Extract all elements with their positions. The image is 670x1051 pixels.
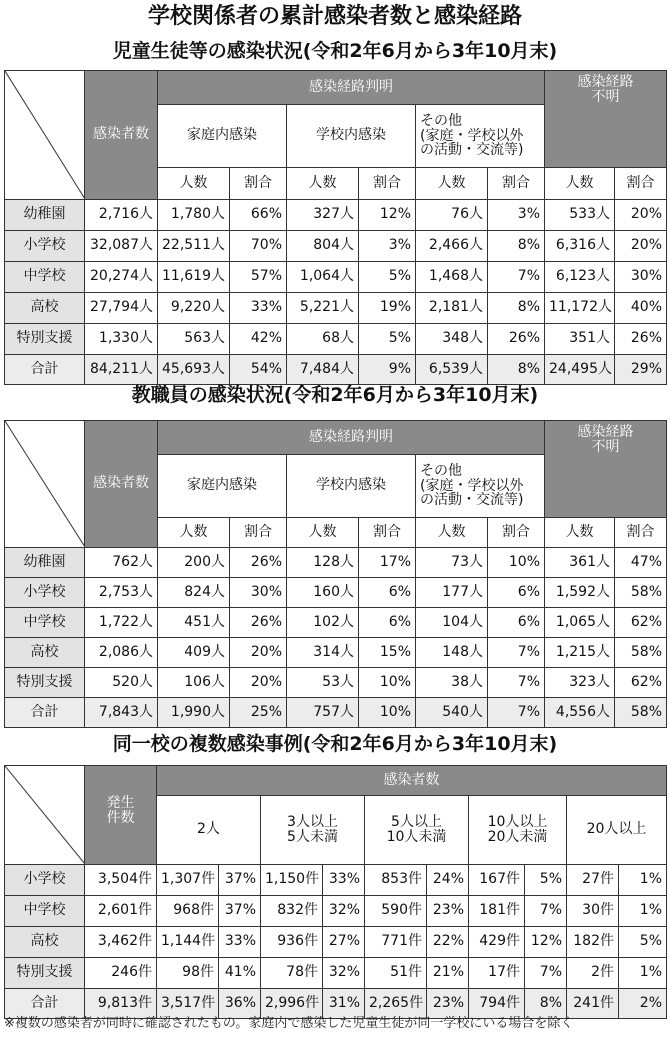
table-row <box>5 865 667 896</box>
table-cell: 26% <box>230 548 287 578</box>
header-people: 人数 <box>416 167 488 199</box>
header-people: 人数 <box>158 517 230 547</box>
row-label: 中学校 <box>5 608 85 638</box>
multi-section-title: 同一校の複数感染事例(令和2年6月から3年10月末) <box>112 733 558 755</box>
table-cell: 45,693人 <box>158 355 230 385</box>
table-cell: 20% <box>615 200 667 231</box>
row-label: 幼稚園 <box>5 548 85 578</box>
table-cell: 8% <box>488 293 545 324</box>
header-people: 人数 <box>287 167 359 199</box>
table-cell: 200人 <box>158 548 230 578</box>
table-cell: 32,087人 <box>85 231 158 262</box>
table-cell: 21% <box>427 958 469 989</box>
header-school: 学校内感染 <box>287 105 416 167</box>
row-label: 小学校 <box>5 231 85 262</box>
header-home: 家庭内感染 <box>158 455 287 517</box>
table-cell: 794件 <box>469 989 525 1019</box>
header-ratio: 割合 <box>488 517 545 547</box>
table-cell: 12% <box>359 200 416 231</box>
table-cell: 38人 <box>416 668 488 698</box>
header-route-unknown: 感染経路 不明 <box>545 71 667 168</box>
table-cell: 3% <box>488 200 545 231</box>
header-route-known: 感染経路判明 <box>158 71 545 105</box>
table-cell: 104人 <box>416 608 488 638</box>
table-cell: 7% <box>488 638 545 668</box>
table-cell: 20% <box>230 668 287 698</box>
table-cell: 7,484人 <box>287 355 359 385</box>
table-cell: 762人 <box>85 548 158 578</box>
table-cell: 177人 <box>416 578 488 608</box>
row-label: 特別支援 <box>5 958 85 989</box>
main-title: 学校関係者の累計感染者数と感染経路 <box>147 4 522 29</box>
table-cell: 771件 <box>365 927 427 958</box>
table-cell: 30% <box>230 578 287 608</box>
total-row <box>5 989 667 1019</box>
table-cell: 10% <box>359 698 416 728</box>
header-ratio: 割合 <box>359 517 416 547</box>
table-cell: 6% <box>359 608 416 638</box>
table-cell: 1,144件 <box>157 927 219 958</box>
table-cell: 2,086人 <box>85 638 158 668</box>
table-cell: 451人 <box>158 608 230 638</box>
table-cell: 32% <box>323 958 365 989</box>
table-cell: 27件 <box>567 865 619 896</box>
table-cell: 6,123人 <box>545 262 615 293</box>
table-cell: 12% <box>525 927 567 958</box>
table-cell: 10% <box>359 668 416 698</box>
table-cell: 6,539人 <box>416 355 488 385</box>
table-cell: 26% <box>488 324 545 355</box>
table-cell: 1% <box>619 896 667 927</box>
table-cell: 757人 <box>287 698 359 728</box>
table-cell: 98件 <box>157 958 219 989</box>
table-cell: 520人 <box>85 668 158 698</box>
table-cell: 241件 <box>567 989 619 1019</box>
table-cell: 20% <box>230 638 287 668</box>
row-label: 中学校 <box>5 262 85 293</box>
table-cell: 22,511人 <box>158 231 230 262</box>
multi-table <box>4 765 667 1019</box>
table-cell: 37% <box>219 896 261 927</box>
row-label: 特別支援 <box>5 668 85 698</box>
table-row <box>5 200 667 231</box>
table-cell: 33% <box>323 865 365 896</box>
table-cell: 1,215人 <box>545 638 615 668</box>
table-cell: 563人 <box>158 324 230 355</box>
table-cell: 2,265件 <box>365 989 427 1019</box>
table-cell: 47% <box>615 548 667 578</box>
table-row <box>5 231 667 262</box>
header-people: 人数 <box>416 517 488 547</box>
table-cell: 314人 <box>287 638 359 668</box>
table-cell: 58% <box>615 638 667 668</box>
table-row <box>5 896 667 927</box>
table-cell: 348人 <box>416 324 488 355</box>
table-cell: 5% <box>359 324 416 355</box>
table-corner <box>5 766 85 865</box>
row-label: 中学校 <box>5 896 85 927</box>
table-cell: 7,843人 <box>85 698 158 728</box>
table-cell: 968件 <box>157 896 219 927</box>
header-ratio: 割合 <box>615 167 667 199</box>
table-cell: 7% <box>488 668 545 698</box>
header-ratio: 割合 <box>615 517 667 547</box>
table-cell: 36% <box>219 989 261 1019</box>
table-cell: 20% <box>615 231 667 262</box>
table-cell: 167件 <box>469 865 525 896</box>
table-cell: 26% <box>615 324 667 355</box>
table-cell: 11,619人 <box>158 262 230 293</box>
table-cell: 30件 <box>567 896 619 927</box>
table-cell: 590件 <box>365 896 427 927</box>
table-cell: 246件 <box>85 958 157 989</box>
table-cell: 24% <box>427 865 469 896</box>
row-label: 高校 <box>5 638 85 668</box>
table-cell: 832件 <box>261 896 323 927</box>
table-row <box>5 293 667 324</box>
total-row <box>5 698 667 728</box>
table-cell: 323人 <box>545 668 615 698</box>
row-label: 合計 <box>5 355 85 385</box>
table-cell: 3,517件 <box>157 989 219 1019</box>
header-20-plus: 20人以上 <box>567 796 667 865</box>
table-cell: 1% <box>619 958 667 989</box>
table-cell: 4,556人 <box>545 698 615 728</box>
header-2-people: 2人 <box>157 796 261 865</box>
table-cell: 78件 <box>261 958 323 989</box>
table-cell: 33% <box>219 927 261 958</box>
table-cell: 2,466人 <box>416 231 488 262</box>
table-cell: 29% <box>615 355 667 385</box>
table-row <box>5 262 667 293</box>
table-cell: 6% <box>359 578 416 608</box>
table-cell: 62% <box>615 668 667 698</box>
header-ratio: 割合 <box>359 167 416 199</box>
table-cell: 8% <box>488 231 545 262</box>
table-cell: 2,716人 <box>85 200 158 231</box>
table-row <box>5 927 667 958</box>
table-cell: 182件 <box>567 927 619 958</box>
table-cell: 8% <box>488 355 545 385</box>
table-cell: 40% <box>615 293 667 324</box>
table-cell: 181件 <box>469 896 525 927</box>
header-cases: 発生 件数 <box>85 766 157 865</box>
table-cell: 804人 <box>287 231 359 262</box>
table-cell: 1% <box>619 865 667 896</box>
table-cell: 33% <box>230 293 287 324</box>
table-cell: 6% <box>488 578 545 608</box>
table-cell: 19% <box>359 293 416 324</box>
table-cell: 9,813件 <box>85 989 157 1019</box>
table-cell: 3,504件 <box>85 865 157 896</box>
table-cell: 8% <box>525 989 567 1019</box>
table-cell: 27% <box>323 927 365 958</box>
staff-table <box>4 420 667 728</box>
table-cell: 7% <box>525 896 567 927</box>
table-cell: 17件 <box>469 958 525 989</box>
table-cell: 7% <box>525 958 567 989</box>
table-row <box>5 324 667 355</box>
table-cell: 3% <box>359 231 416 262</box>
table-cell: 10% <box>488 548 545 578</box>
table-cell: 1,064人 <box>287 262 359 293</box>
table-row <box>5 578 667 608</box>
table-cell: 25% <box>230 698 287 728</box>
table-cell: 6% <box>488 608 545 638</box>
students-table <box>4 70 667 385</box>
table-cell: 540人 <box>416 698 488 728</box>
table-cell: 853件 <box>365 865 427 896</box>
table-cell: 58% <box>615 698 667 728</box>
header-people: 人数 <box>545 167 615 199</box>
table-cell: 160人 <box>287 578 359 608</box>
table-cell: 6,316人 <box>545 231 615 262</box>
table-cell: 11,172人 <box>545 293 615 324</box>
table-cell: 9,220人 <box>158 293 230 324</box>
header-ratio: 割合 <box>488 167 545 199</box>
table-cell: 62% <box>615 608 667 638</box>
row-label: 合計 <box>5 989 85 1019</box>
table-cell: 5% <box>619 927 667 958</box>
table-cell: 41% <box>219 958 261 989</box>
table-cell: 1,330人 <box>85 324 158 355</box>
table-cell: 70% <box>230 231 287 262</box>
row-label: 特別支援 <box>5 324 85 355</box>
total-row <box>5 355 667 385</box>
table-cell: 51件 <box>365 958 427 989</box>
table-cell: 5,221人 <box>287 293 359 324</box>
table-cell: 106人 <box>158 668 230 698</box>
row-label: 幼稚園 <box>5 200 85 231</box>
row-label: 高校 <box>5 927 85 958</box>
table-row <box>5 638 667 668</box>
table-cell: 5% <box>525 865 567 896</box>
header-10-to-20: 10人以上 20人未満 <box>469 796 567 865</box>
table-cell: 2,181人 <box>416 293 488 324</box>
students-section-title: 児童生徒等の感染状況(令和2年6月から3年10月末) <box>112 40 558 62</box>
header-people: 人数 <box>158 167 230 199</box>
header-total: 感染者数 <box>85 421 158 548</box>
table-cell: 54% <box>230 355 287 385</box>
table-cell: 1,592人 <box>545 578 615 608</box>
table-row <box>5 608 667 638</box>
table-cell: 409人 <box>158 638 230 668</box>
row-label: 小学校 <box>5 578 85 608</box>
row-label: 小学校 <box>5 865 85 896</box>
table-cell: 58% <box>615 578 667 608</box>
header-ratio: 割合 <box>230 517 287 547</box>
table-row <box>5 958 667 989</box>
table-cell: 936件 <box>261 927 323 958</box>
table-cell: 42% <box>230 324 287 355</box>
table-row <box>5 668 667 698</box>
table-cell: 351人 <box>545 324 615 355</box>
table-cell: 5% <box>359 262 416 293</box>
table-cell: 1,150件 <box>261 865 323 896</box>
table-cell: 1,990人 <box>158 698 230 728</box>
table-cell: 73人 <box>416 548 488 578</box>
table-cell: 20,274人 <box>85 262 158 293</box>
table-cell: 26% <box>230 608 287 638</box>
table-cell: 84,211人 <box>85 355 158 385</box>
table-cell: 37% <box>219 865 261 896</box>
header-school: 学校内感染 <box>287 455 416 517</box>
table-row <box>5 548 667 578</box>
table-cell: 429件 <box>469 927 525 958</box>
table-cell: 102人 <box>287 608 359 638</box>
header-people: 人数 <box>545 517 615 547</box>
header-home: 家庭内感染 <box>158 105 287 167</box>
table-cell: 3,462件 <box>85 927 157 958</box>
table-cell: 31% <box>323 989 365 1019</box>
table-cell: 76人 <box>416 200 488 231</box>
table-cell: 128人 <box>287 548 359 578</box>
table-cell: 68人 <box>287 324 359 355</box>
table-cell: 30% <box>615 262 667 293</box>
table-cell: 2% <box>619 989 667 1019</box>
footnote: ※複数の感染者が同時に確認されたもの。家庭内で感染した児童生徒が同一学校にいる場合を除く <box>4 1016 574 1031</box>
header-total: 感染者数 <box>85 71 158 200</box>
header-route-unknown: 感染経路 不明 <box>545 421 667 518</box>
table-cell: 148人 <box>416 638 488 668</box>
staff-section-title: 教職員の感染状況(令和2年6月から3年10月末) <box>131 384 539 406</box>
table-cell: 17% <box>359 548 416 578</box>
row-label: 高校 <box>5 293 85 324</box>
table-cell: 2件 <box>567 958 619 989</box>
table-cell: 23% <box>427 896 469 927</box>
table-cell: 2,601件 <box>85 896 157 927</box>
table-cell: 53人 <box>287 668 359 698</box>
header-route-known: 感染経路判明 <box>158 421 545 455</box>
header-5-to-10: 5人以上 10人未満 <box>365 796 469 865</box>
table-cell: 824人 <box>158 578 230 608</box>
table-cell: 2,996件 <box>261 989 323 1019</box>
header-3-to-5: 3人以上 5人未満 <box>261 796 365 865</box>
header-infected: 感染者数 <box>157 766 667 796</box>
table-cell: 1,780人 <box>158 200 230 231</box>
row-label: 合計 <box>5 698 85 728</box>
table-cell: 9% <box>359 355 416 385</box>
table-cell: 1,722人 <box>85 608 158 638</box>
table-cell: 7% <box>488 698 545 728</box>
table-cell: 361人 <box>545 548 615 578</box>
table-cell: 23% <box>427 989 469 1019</box>
header-people: 人数 <box>287 517 359 547</box>
table-cell: 27,794人 <box>85 293 158 324</box>
table-cell: 533人 <box>545 200 615 231</box>
table-cell: 15% <box>359 638 416 668</box>
table-cell: 24,495人 <box>545 355 615 385</box>
table-cell: 1,468人 <box>416 262 488 293</box>
table-cell: 32% <box>323 896 365 927</box>
header-other: その他 (家庭・学校以外 の活動・交流等) <box>416 105 545 167</box>
table-cell: 66% <box>230 200 287 231</box>
table-cell: 2,753人 <box>85 578 158 608</box>
table-cell: 7% <box>488 262 545 293</box>
header-other: その他 (家庭・学校以外 の活動・交流等) <box>416 455 545 517</box>
header-ratio: 割合 <box>230 167 287 199</box>
table-cell: 327人 <box>287 200 359 231</box>
table-corner <box>5 71 85 200</box>
table-cell: 1,065人 <box>545 608 615 638</box>
table-corner <box>5 421 85 548</box>
table-cell: 57% <box>230 262 287 293</box>
table-cell: 22% <box>427 927 469 958</box>
table-cell: 1,307件 <box>157 865 219 896</box>
